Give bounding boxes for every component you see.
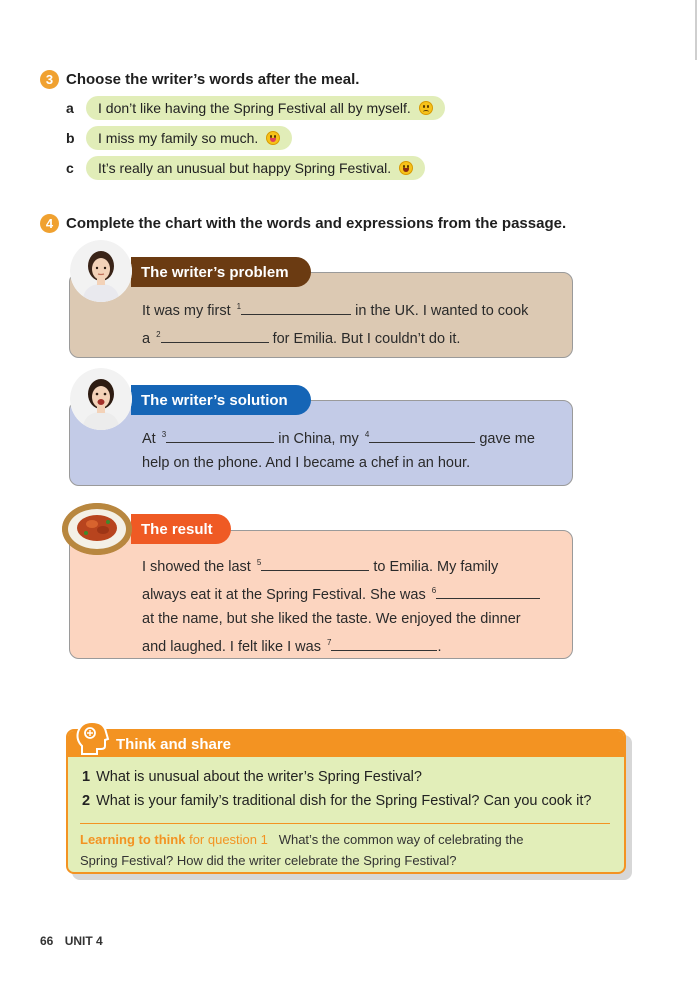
result-tab: The result [131, 514, 231, 544]
sad-face-icon [419, 101, 433, 115]
learning-to-think: Learning to think for question 1 What’s the common way of celebrating the Spring Festival? How did the writer celebrate the Spring Festival? [80, 832, 524, 868]
question-2: 2 What is your family’s traditional dish for the Spring Festival? Can you cook it? [82, 793, 592, 809]
result-text: I showed the last $^5$ to Emilia. My family always eat it at the Spring Festival. She was $^6$ at the name, but she liked the taste. We enjoyed the dinner and laughed. I felt like I was $^7$ . [142, 551, 540, 659]
unit-label: UNIT 4 [64, 934, 103, 948]
page-number: 66 [40, 934, 54, 948]
option-pill[interactable] [86, 96, 445, 120]
option-text: I don’t like having the Spring Festival all by myself. [98, 100, 411, 116]
dish-photo [62, 503, 132, 555]
question-1: 1 What is unusual about the writer’s Spring Festival? [82, 769, 422, 785]
option-pill[interactable] [86, 156, 425, 180]
think-box [66, 729, 626, 874]
think-title: Think and share [68, 731, 624, 757]
result-box [69, 530, 573, 659]
option-text: It’s really an unusual but happy Spring Festival. [98, 160, 392, 176]
option-a[interactable] [66, 95, 445, 121]
section-4-heading [40, 214, 566, 233]
head-thinking-icon [74, 720, 112, 765]
divider [80, 823, 610, 824]
page-footer [40, 934, 103, 948]
option-letter: b [66, 130, 75, 146]
option-text: I miss my family so much. [98, 130, 259, 146]
writer-thinking-avatar [70, 240, 132, 302]
blank-5[interactable] [261, 556, 369, 571]
section-3-heading [40, 70, 359, 89]
section-4-title: Complete the chart with the words and expressions from the passage. [66, 215, 567, 232]
blank-4[interactable] [369, 428, 475, 443]
option-c[interactable] [66, 155, 425, 181]
blank-3[interactable] [166, 428, 274, 443]
blank-2[interactable] [161, 328, 269, 343]
option-letter: c [66, 160, 74, 176]
section-3-number: 3 [40, 70, 59, 89]
writer-happy-avatar [70, 368, 132, 430]
happy-face-icon [399, 161, 413, 175]
blank-1[interactable] [241, 300, 351, 315]
blank-7[interactable] [331, 636, 437, 651]
solution-text: At $^3$ in China, my $^4$ gave me help on the phone. And I became a chef in an hour. [142, 430, 535, 471]
option-b[interactable] [66, 125, 292, 151]
section-4-number: 4 [40, 214, 59, 233]
section-3-title: Choose the writer’s words after the meal. [66, 71, 360, 88]
option-letter: a [66, 100, 74, 116]
think-and-share-panel [66, 729, 626, 874]
blank-6[interactable] [436, 584, 540, 599]
solution-tab: The writer’s solution [131, 385, 311, 415]
tongue-face-icon [266, 131, 280, 145]
page-edge-line [695, 0, 697, 60]
problem-text: It was my first $^1$ in the UK. I wanted to cook a $^2$ for Emilia. But I couldn’t do it. [142, 302, 529, 347]
option-pill[interactable] [86, 126, 292, 150]
problem-tab: The writer’s problem [131, 257, 311, 287]
